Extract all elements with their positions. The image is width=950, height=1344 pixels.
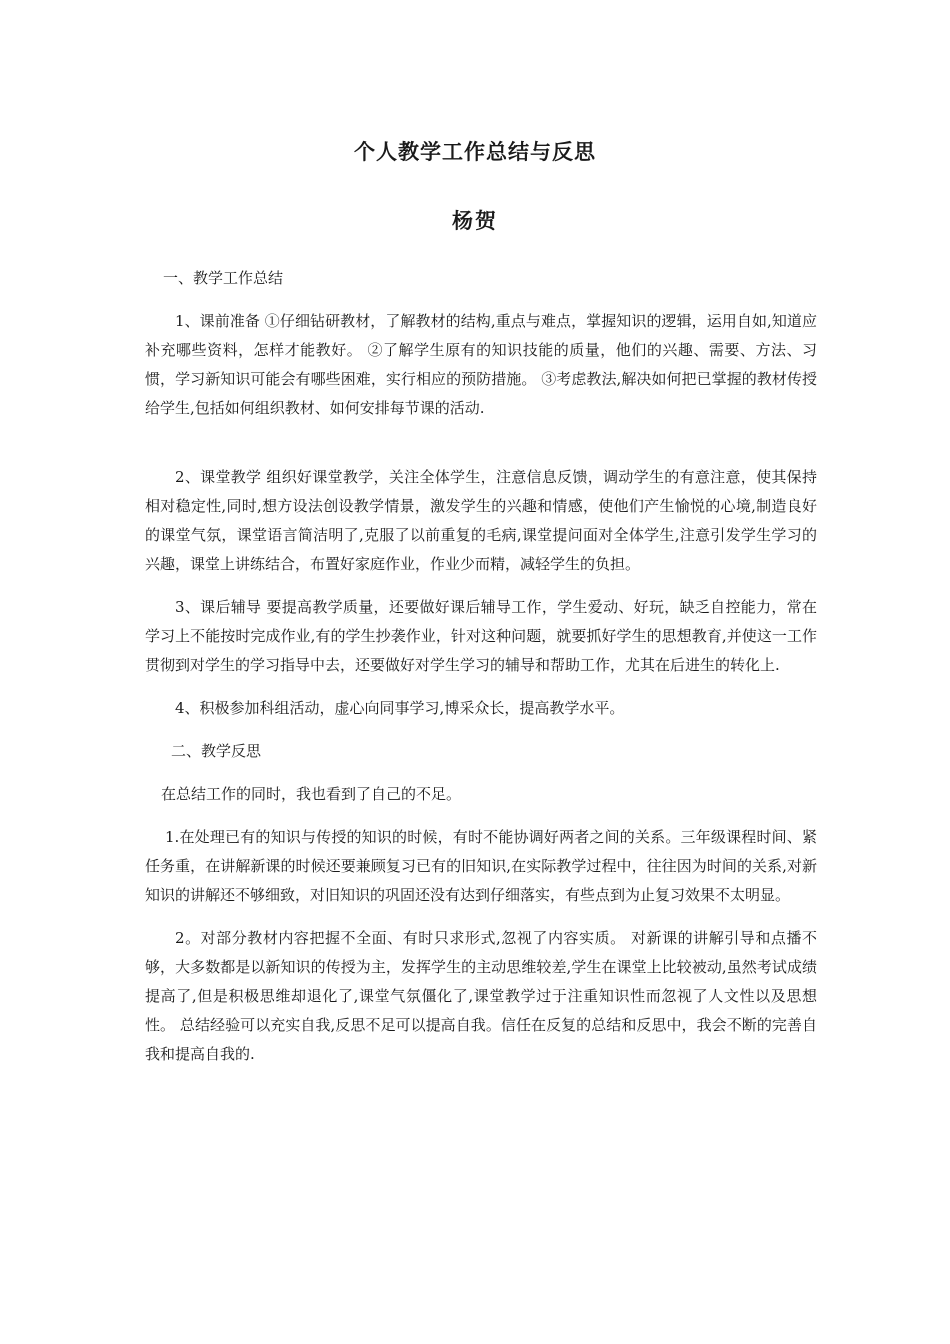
paragraph-group-activities: 4、积极参加科组活动，虚心向同事学习,博采众长，提高教学水平。	[175, 699, 625, 717]
paragraph-reflection-2: 2。对部分教材内容把握不全面、有时只求形式,忽视了内容实质。 对新课的讲解引导和点播不够，大多数都是以新知识的传授为主，发挥学生的主动思维较差,学生在课堂上比较被动,虽然考试成绩提高了,但是积极思维却退化了,课堂气氛僵化了,课堂教学过于注重知识性而忽视了人文性以及思想性。 总结经验可以充实自我,反思不足可以提高自我。信任在反复的总结和反思中，我会不断的完善自我和提高自我的.	[145, 929, 817, 1063]
paragraph-preparation: 1、课前准备 ①仔细钻研教材，了解教材的结构,重点与难点，掌握知识的逻辑，运用自如,知道应补充哪些资料，怎样才能教好。 ②了解学生原有的知识技能的质量，他们的兴趣、需要、方法、习惯，学习新知识可能会有哪些困难，实行相应的预防措施。 ③考虑教法,解决如何把已掌握的教材传授给学生,包括如何组织教材、如何安排每节课的活动.	[145, 312, 817, 417]
paragraph-after-class-tutoring: 3、课后辅导 要提高教学质量，还要做好课后辅导工作，学生爱动、好玩，缺乏自控能力，常在学习上不能按时完成作业,有的学生抄袭作业，针对这种问题，就要抓好学生的思想教育,并使这一工作贯彻到对学生的学习指导中去，还要做好对学生学习的辅导和帮助工作，尤其在后进生的转化上.	[145, 598, 817, 674]
section-heading-summary: 一、教学工作总结	[163, 269, 284, 287]
document-title: 个人教学工作总结与反思	[354, 139, 596, 164]
document-author: 杨贺	[452, 208, 498, 233]
document-body	[145, 264, 817, 1083]
paragraph-classroom-teaching: 2、课堂教学 组织好课堂教学，关注全体学生，注意信息反馈，调动学生的有意注意，使其保持相对稳定性,同时,想方设法创设教学情景，激发学生的兴趣和情感，使他们产生愉悦的心境,制造良好的课堂气氛，课堂语言简洁明了,克服了以前重复的毛病,课堂提问面对全体学生,注意引发学生学习的兴趣，课堂上讲练结合，布置好家庭作业，作业少而精，减轻学生的负担。	[145, 468, 817, 573]
paragraph-reflection-lead: 在总结工作的同时，我也看到了自己的不足。	[161, 785, 462, 803]
section-heading-reflection: 二、教学反思	[171, 742, 262, 760]
paragraph-reflection-1: 1.在处理已有的知识与传授的知识的时候，有时不能协调好两者之间的关系。三年级课程时间、紧任务重，在讲解新课的时候还要兼顾复习已有的旧知识,在实际教学过程中，往往因为时间的关系,对新知识的讲解还不够细致，对旧知识的巩固还没有达到仔细落实，有些点到为止复习效果不太明显。	[145, 828, 817, 904]
